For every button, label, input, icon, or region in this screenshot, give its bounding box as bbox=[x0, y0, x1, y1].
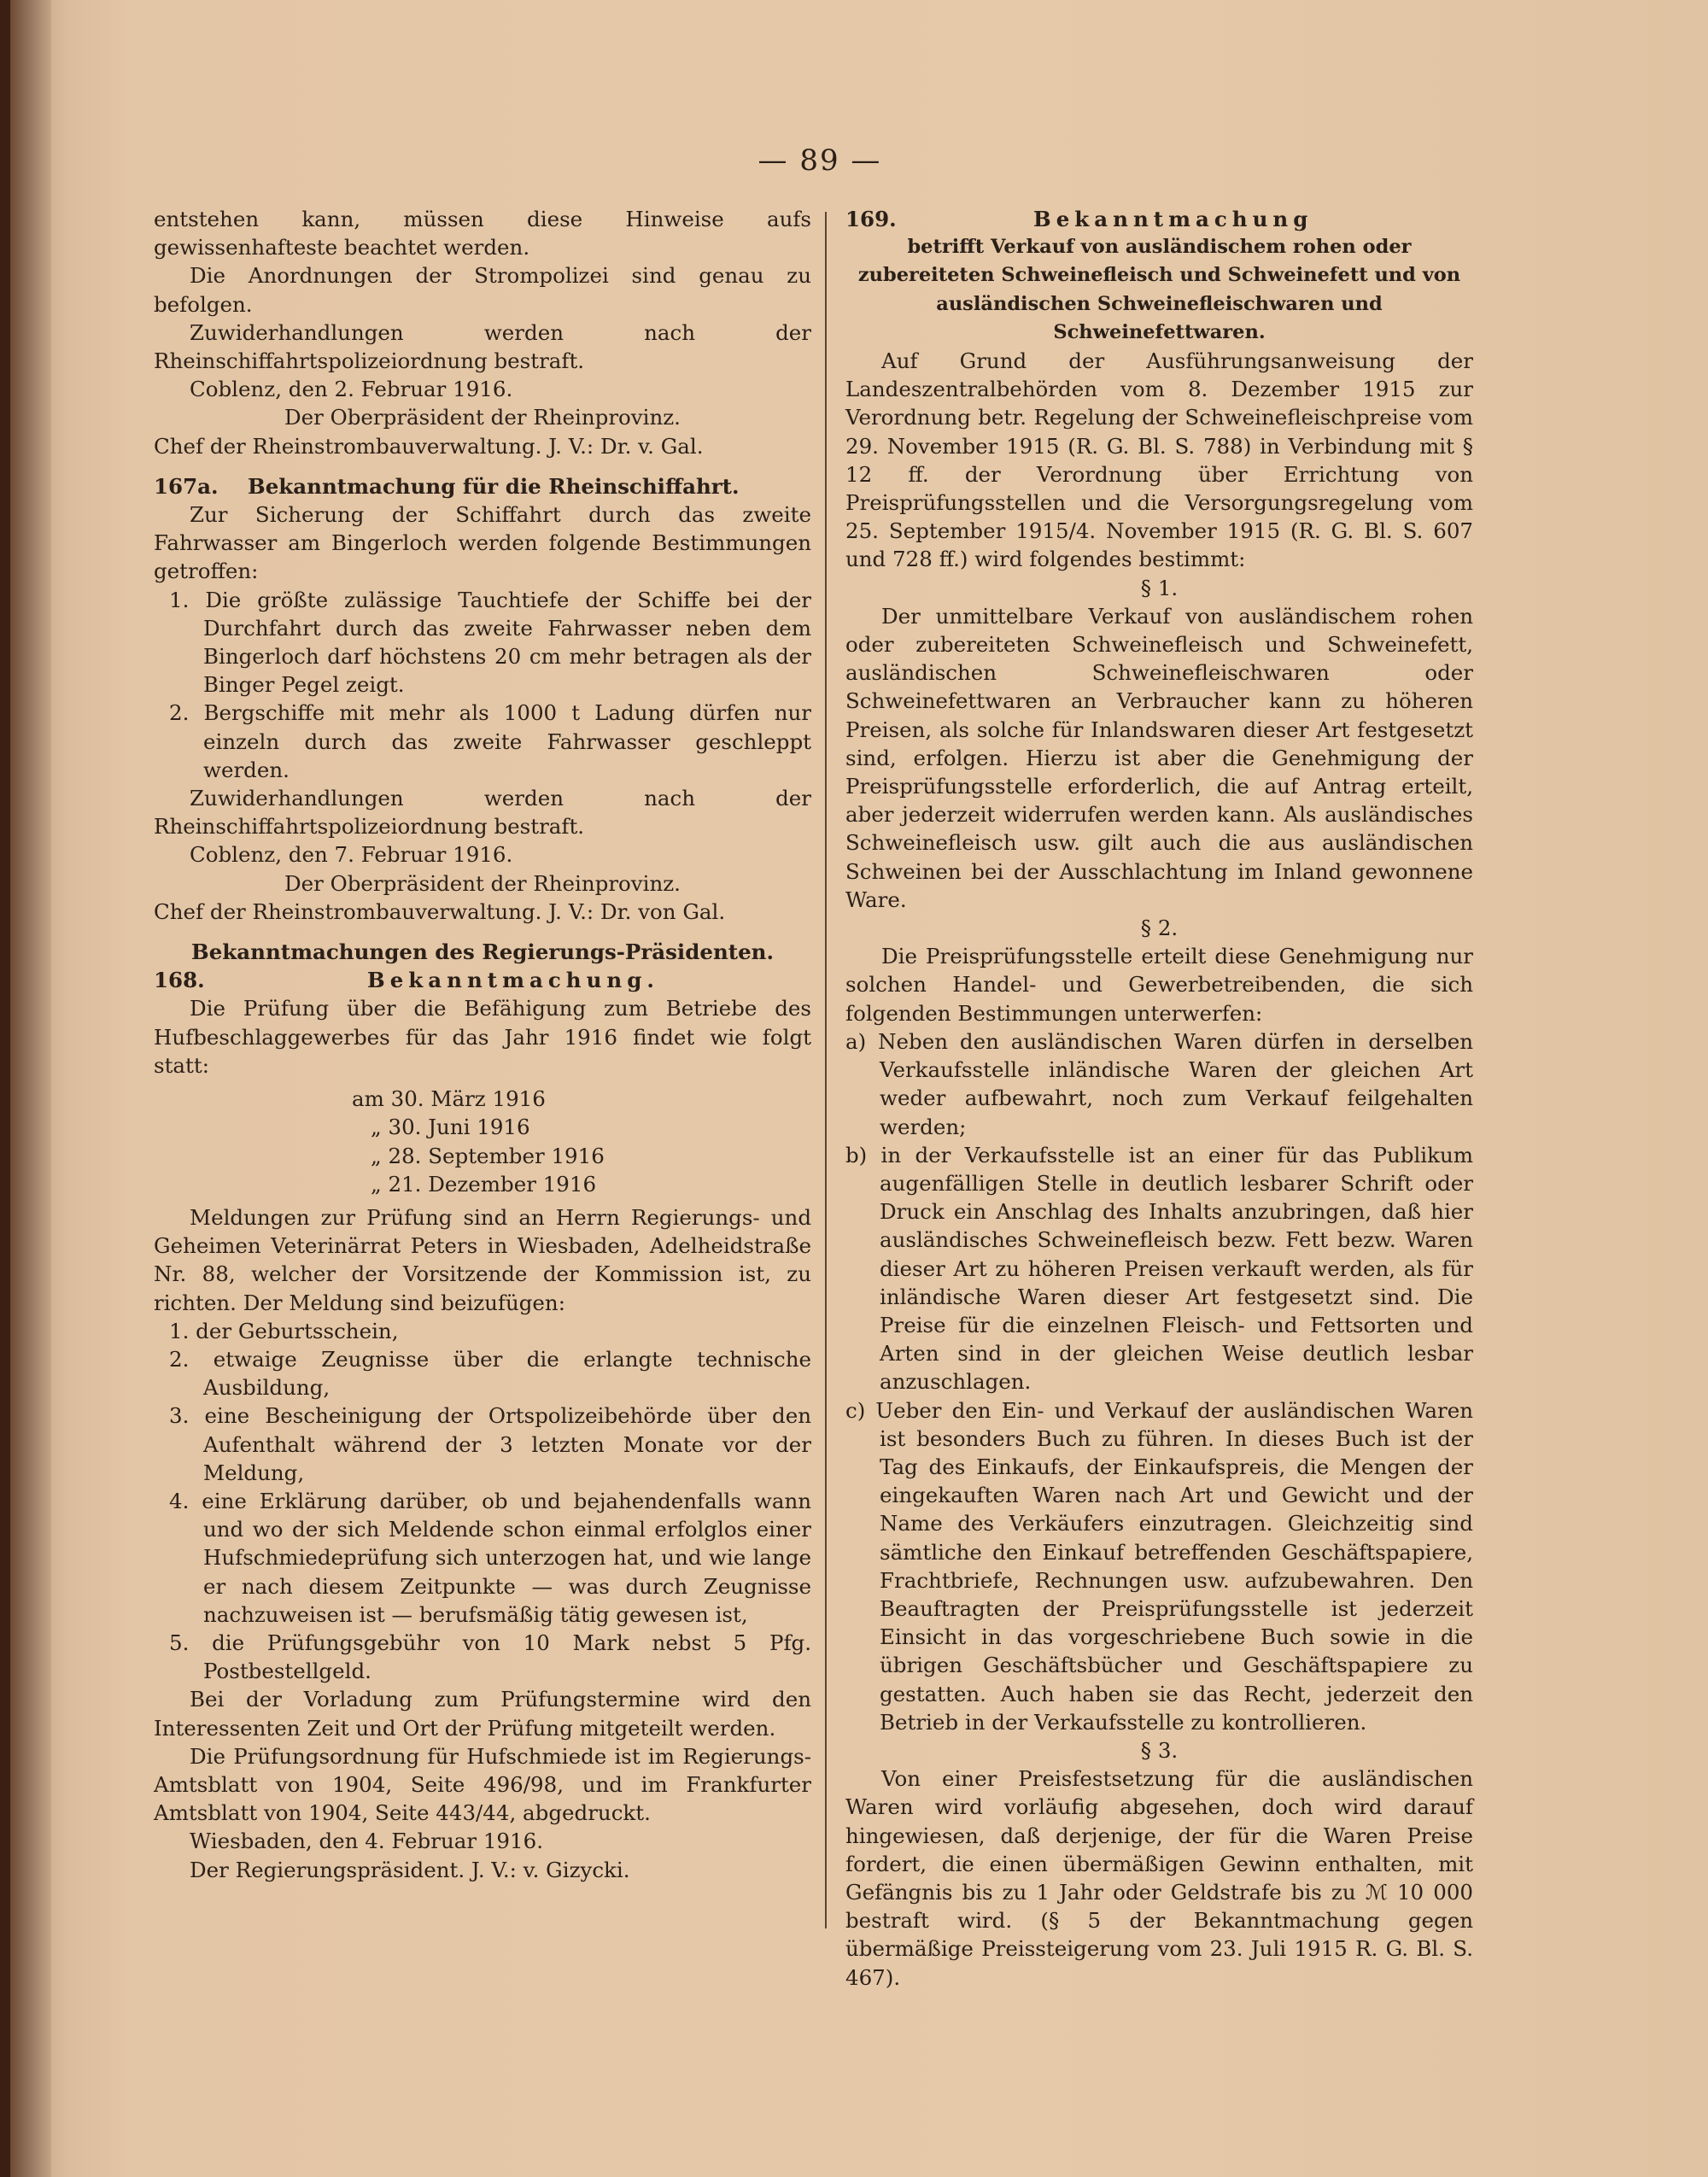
list-item: c) Ueber den Ein- und Verkauf der ausländischen Waren ist besonders Buch zu führen. In dieses Buch ist der Tag des Einkaufs, der Einkaufspreis, die Mengen der eingekauften Waren nach Art und Gewicht und der Name des Verkäufers einzutragen. Gleichzeitig sind sämtliche den Einkauf betreffenden Geschäftspapiere, Frachtbriefe, Rechnungen usw. aufzubewahren. Den Beauftragten der Preisprüfungsstelle ist jederzeit Einsicht in das vorgeschriebene Buch sowie in die übrigen Geschäftsbücher und Geschäftspapiere zu gestatten. Auch haben sie das Recht, jederzeit den Betrieb in der Verkaufsstelle zu kontrollieren. bbox=[845, 1397, 1473, 1735]
place-date: Wiesbaden, den 4. Februar 1916. bbox=[190, 1829, 543, 1854]
exam-date: am 30. März 1916 bbox=[352, 1086, 546, 1112]
paragraph: entstehen kann, müssen diese Hinweise aufs gewissenhafteste beachtet werden. bbox=[154, 207, 811, 260]
paragraph: Zur Sicherung der Schiffahrt durch das zweite Fahrwasser am Bingerloch werden folgende Bestimmungen getroffen: bbox=[154, 502, 811, 584]
notice-title: Bekanntmachung. bbox=[367, 968, 659, 993]
paragraph: Die Preisprüfungsstelle erteilt diese Genehmigung nur solchen Handel- und Gewerbetreibenden, die sich folgenden Bestimmungen unterwerfen: bbox=[845, 944, 1473, 1026]
notice-subject: betrifft Verkauf von ausländischem rohen oder zubereiteten Schweinefleisch und Schweinefett und von ausländischen Schweinefleischwaren und Schweinefettwaren. bbox=[857, 236, 1461, 343]
paragraph-sign: § 1. bbox=[1140, 575, 1179, 600]
list-item: 4. eine Erklärung darüber, ob und bejahendenfalls wann und wo der sich Meldende schon einmal erfolglos einer Hufschmiedeprüfung sich unterzogen hat, und wie lange er nach diesem Zeitpunkte — was durch Zeugnisse nachzuweisen ist — berufsmäßig tätig gewesen ist, bbox=[169, 1488, 811, 1627]
section-heading: Bekanntmachungen des Regierungs-Präsidenten. bbox=[190, 939, 775, 965]
paragraph: Die Anordnungen der Strompolizei sind genau zu befolgen. bbox=[154, 263, 811, 317]
place-date: Coblenz, den 2. Februar 1916. bbox=[190, 377, 513, 402]
paragraph: Der unmittelbare Verkauf von ausländischem rohen oder zubereiteten Schweinefleisch und Schweinefett, ausländischen Schweinefleischwaren oder Schweinefettwaren an Verbraucher kann zu höheren Preisen, als solche für Inlandswaren dieser Art festgesetzt sind, erfolgen. Hierzu ist aber die Genehmigung der Preisprüfungsstelle erforderlich, die auf Antrag erteilt, aber jederzeit widerrufen werden kann. Als ausländisches Schweinefleisch usw. gilt auch die aus ausländischen Schweinen bei der Ausschlachtung im Inland gewonnene Ware. bbox=[845, 603, 1473, 912]
exam-date: „ 28. September 1916 bbox=[371, 1143, 605, 1168]
left-column bbox=[154, 205, 811, 1884]
signature-line: Chef der Rheinstrombauverwaltung. J. V.: Dr. v. Gal. bbox=[154, 433, 704, 459]
paragraph: Die Prüfung über die Befähigung zum Betriebe des Hufbeschlaggewerbes für das Jahr 1916 findet wie folgt statt: bbox=[154, 996, 811, 1078]
paragraph: Die Prüfungsordnung für Hufschmiede ist im Regierungs-Amtsblatt von 1904, Seite 496/98, und im Frankfurter Amtsblatt von 1904, Seite 443/44, abgedruckt. bbox=[154, 1743, 811, 1826]
signature-line: Der Regierungspräsident. J. V.: v. Gizycki. bbox=[190, 1857, 630, 1882]
notice-title: Bekanntmachung bbox=[1033, 207, 1313, 231]
paragraph: Bei der Vorladung zum Prüfungstermine wird den Interessenten Zeit und Ort der Prüfung mitgeteilt werden. bbox=[154, 1687, 811, 1741]
paragraph: Zuwiderhandlungen werden nach der Rheinschiffahrtspolizeiordnung bestraft. bbox=[154, 319, 811, 374]
signature-line: Chef der Rheinstrombauverwaltung. J. V.: Dr. von Gal. bbox=[154, 898, 726, 924]
signature-line: Der Oberpräsident der Rheinprovinz. bbox=[284, 870, 681, 896]
page-number: — 89 — bbox=[757, 143, 882, 178]
notice-number: 167a. bbox=[154, 473, 219, 499]
list-item: 2. Bergschiffe mit mehr als 1000 t Ladung dürfen nur einzeln durch das zweite Fahrwasser geschleppt werden. bbox=[169, 700, 811, 782]
signature-line: Der Oberpräsident der Rheinprovinz. bbox=[284, 405, 681, 430]
paragraph: Meldungen zur Prüfung sind an Herrn Regierungs- und Geheimen Veterinärrat Peters in Wiesbaden, Adelheidstraße Nr. 88, welcher der Vorsitzende der Kommission ist, zu richten. Der Meldung sind beizufügen: bbox=[154, 1204, 811, 1315]
exam-date: „ 21. Dezember 1916 bbox=[371, 1171, 597, 1197]
column-divider bbox=[825, 212, 827, 1928]
notice-heading-167a bbox=[154, 472, 811, 500]
paragraph: Auf Grund der Ausführungsanweisung der Landeszentralbehörden vom 8. Dezember 1915 zur Verordnung betr. Regelung der Schweinefleischpreise vom 29. November 1915 (R. G. Bl. S. 788) in Verbindung mit § 12 ff. der Verordnung über Errichtung von Preisprüfungsstellen und die Versorgungsregelung vom 25. September 1915/4. November 1915 (R. G. Bl. S. 607 und 728 ff.) wird folgendes bestimmt: bbox=[845, 348, 1473, 572]
notice-title: Bekanntmachung für die Rheinschiffahrt. bbox=[248, 473, 740, 499]
list-item: 5. die Prüfungsgebühr von 10 Mark nebst 5 Pfg. Postbestellgeld. bbox=[169, 1630, 811, 1684]
notice-number: 168. bbox=[154, 968, 205, 993]
paragraph: Zuwiderhandlungen werden nach der Rheinschiffahrtspolizeiordnung bestraft. bbox=[154, 786, 811, 840]
place-date: Coblenz, den 7. Februar 1916. bbox=[190, 842, 513, 868]
binding-spine bbox=[10, 0, 51, 2177]
exam-date: „ 30. Juni 1916 bbox=[371, 1115, 530, 1140]
list-item: 2. etwaige Zeugnisse über die erlangte technische Ausbildung, bbox=[169, 1346, 811, 1401]
paragraph: Von einer Preisfestsetzung für die ausländischen Waren wird vorläufig abgesehen, doch wird darauf hingewiesen, daß derjenige, der für die Waren Preise fordert, die einen übermäßigen Gewinn enthalten, mit Gefängnis bis zu 1 Jahr oder Geldstrafe bis zu ℳ 10 000 bestraft wird. (§ 5 der Bekanntmachung gegen übermäßige Preissteigerung vom 23. Juli 1915 R. G. Bl. S. 467). bbox=[845, 1766, 1473, 1990]
exam-dates bbox=[154, 1085, 811, 1198]
list-item: a) Neben den ausländischen Waren dürfen in derselben Verkaufsstelle inländische Waren der gleichen Art weder aufbewahrt, noch zum Verkauf feilgehalten werden; bbox=[845, 1028, 1473, 1139]
paragraph-sign: § 2. bbox=[1140, 916, 1179, 941]
notice-number: 169. bbox=[845, 207, 897, 231]
paragraph-sign: § 3. bbox=[1140, 1737, 1179, 1763]
list-item: 1. Die größte zulässige Tauchtiefe der Schiffe bei der Durchfahrt durch das zweite Fahrwasser neben dem Bingerloch darf höchstens 20 cm mehr betragen als der Binger Pegel zeigt. bbox=[169, 587, 811, 698]
notice-heading-168 bbox=[154, 966, 811, 994]
list-item: 1. der Geburtsschein, bbox=[169, 1318, 399, 1343]
notice-heading-169 bbox=[845, 205, 1473, 233]
list-item: b) in der Verkaufsstelle ist an einer für das Publikum augenfälligen Stelle in deutlich lesbarer Schrift oder Druck ein Anschlag des Inhalts anzubringen, daß hier ausländisches Schweinefleisch bezw. Fett bezw. Waren dieser Art zu höheren Preisen verkauft werden, als für inländische Waren dieser Art festgesetzt sind. Die Preise für die einzelnen Fleisch- und Fettsorten und Arten sind in der gleichen Weise deutlich lesbar anzuschlagen. bbox=[845, 1142, 1473, 1395]
right-column bbox=[845, 205, 1473, 1992]
list-item: 3. eine Bescheinigung der Ortspolizeibehörde über den Aufenthalt während der 3 letzten Monate vor der Meldung, bbox=[169, 1403, 811, 1485]
